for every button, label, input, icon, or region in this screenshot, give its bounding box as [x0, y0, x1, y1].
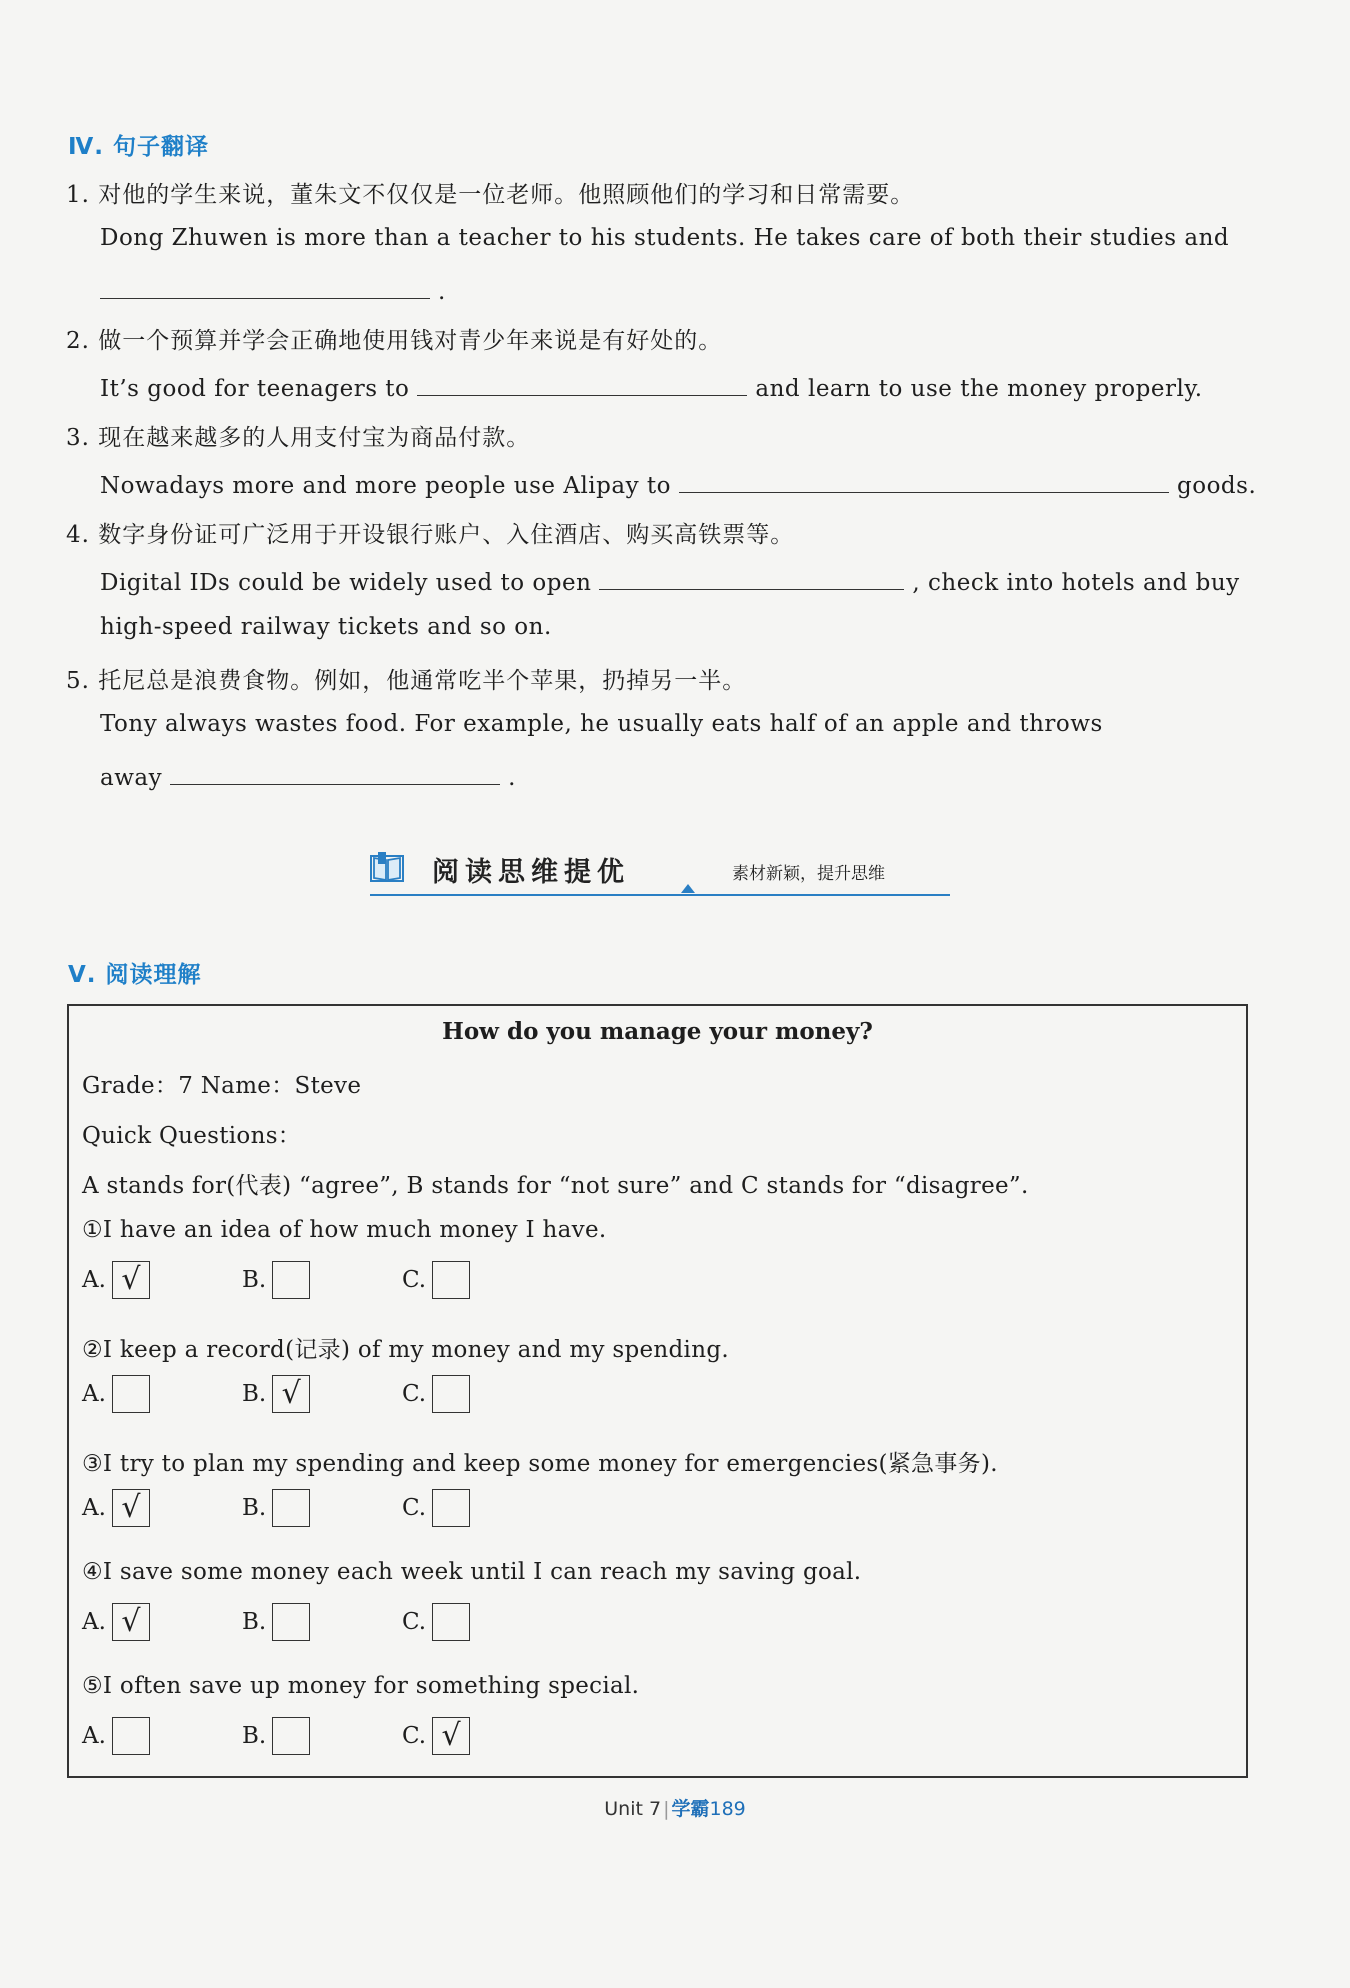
- q2-chinese: 2. 做一个预算并学会正确地使用钱对青少年来说是有好处的。: [66, 328, 723, 354]
- questionnaire-title: How do you manage your money?: [442, 1018, 873, 1045]
- question-1-option-b: [242, 1261, 310, 1299]
- option-label: B.: [242, 1267, 267, 1293]
- banner-title: 阅读思维提优: [432, 857, 630, 888]
- question-5-option-a: [82, 1717, 150, 1755]
- q3-english: Nowadays more and more people use Alipay to goods.: [100, 468, 1256, 499]
- q1-answer-blank[interactable]: [100, 274, 430, 299]
- checked-checkbox[interactable]: √: [272, 1375, 310, 1413]
- option-label: C.: [402, 1723, 427, 1749]
- legend-line: A stands for(代表) “agree”, B stands for “not sure” and C stands for “disagree”.: [82, 1173, 1029, 1199]
- footer-unit: Unit 7: [604, 1798, 662, 1820]
- empty-checkbox[interactable]: [272, 1603, 310, 1641]
- question-2-text: ②I keep a record(记录) of my money and my spending.: [82, 1337, 729, 1363]
- question-2-option-a: [82, 1375, 150, 1413]
- question-5-option-c: [402, 1717, 470, 1755]
- empty-checkbox[interactable]: [272, 1489, 310, 1527]
- empty-checkbox[interactable]: [432, 1489, 470, 1527]
- section-5-heading: Ⅴ. 阅读理解: [68, 962, 202, 988]
- footer-separator: |: [663, 1798, 670, 1820]
- footer-brand: 学霸: [671, 1798, 710, 1820]
- open-book-icon: [370, 852, 404, 884]
- question-2-option-b: [242, 1375, 310, 1413]
- empty-checkbox[interactable]: [432, 1603, 470, 1641]
- q5-answer-blank[interactable]: [170, 760, 500, 785]
- option-label: C.: [402, 1495, 427, 1521]
- q1-english-line2: .: [100, 274, 446, 305]
- option-label: A.: [82, 1495, 106, 1521]
- banner-triangle: [681, 884, 695, 893]
- page-number: 189: [709, 1798, 746, 1820]
- question-5-text: ⑤I often save up money for something special.: [82, 1673, 640, 1699]
- option-label: B.: [242, 1609, 267, 1635]
- checked-checkbox[interactable]: √: [112, 1489, 150, 1527]
- option-label: C.: [402, 1381, 427, 1407]
- checked-checkbox[interactable]: √: [112, 1603, 150, 1641]
- empty-checkbox[interactable]: [112, 1717, 150, 1755]
- question-1-option-c: [402, 1261, 470, 1299]
- section-4-heading: Ⅳ. 句子翻译: [68, 134, 210, 160]
- q4-answer-blank[interactable]: [599, 565, 904, 590]
- question-3-option-c: [402, 1489, 470, 1527]
- q1-english-line1: Dong Zhuwen is more than a teacher to his students. He takes care of both their studies and: [100, 225, 1230, 251]
- question-2-option-c: [402, 1375, 470, 1413]
- q5-english-line2: away .: [100, 760, 516, 791]
- q5-english-line1: Tony always wastes food. For example, he usually eats half of an apple and throws: [100, 711, 1103, 737]
- questionnaire-box: [67, 1004, 1248, 1778]
- banner-subtitle: 素材新颖，提升思维: [732, 864, 885, 884]
- option-label: C.: [402, 1609, 427, 1635]
- option-label: B.: [242, 1495, 267, 1521]
- q3-answer-blank[interactable]: [679, 468, 1169, 493]
- empty-checkbox[interactable]: [432, 1261, 470, 1299]
- quick-questions-label: Quick Questions：: [82, 1123, 302, 1149]
- option-label: A.: [82, 1267, 106, 1293]
- question-4-text: ④I save some money each week until I can reach my saving goal.: [82, 1559, 862, 1585]
- q2-english: It’s good for teenagers to and learn to use the money properly.: [100, 371, 1203, 402]
- question-3-text: ③I try to plan my spending and keep some money for emergencies(紧急事务).: [82, 1451, 998, 1477]
- option-label: A.: [82, 1723, 106, 1749]
- question-4-option-b: [242, 1603, 310, 1641]
- option-label: C.: [402, 1267, 427, 1293]
- q4-english-line1: Digital IDs could be widely used to open , check into hotels and buy: [100, 565, 1240, 596]
- question-4-option-a: [82, 1603, 150, 1641]
- question-1-option-a: [82, 1261, 150, 1299]
- question-1-text: ①I have an idea of how much money I have.: [82, 1217, 607, 1243]
- question-3-option-a: [82, 1489, 150, 1527]
- page-footer: [0, 1794, 1350, 1821]
- checked-checkbox[interactable]: √: [112, 1261, 150, 1299]
- empty-checkbox[interactable]: [432, 1375, 470, 1413]
- empty-checkbox[interactable]: [272, 1261, 310, 1299]
- empty-checkbox[interactable]: [112, 1375, 150, 1413]
- question-3-option-b: [242, 1489, 310, 1527]
- question-5-option-b: [242, 1717, 310, 1755]
- q1-chinese: 1. 对他的学生来说，董朱文不仅仅是一位老师。他照顾他们的学习和日常需要。: [66, 182, 915, 208]
- option-label: A.: [82, 1609, 106, 1635]
- q3-chinese: 3. 现在越来越多的人用支付宝为商品付款。: [66, 425, 531, 451]
- q5-chinese: 5. 托尼总是浪费食物。例如，他通常吃半个苹果，扔掉另一半。: [66, 668, 747, 694]
- checked-checkbox[interactable]: √: [432, 1717, 470, 1755]
- reading-banner: [370, 848, 950, 896]
- option-label: B.: [242, 1381, 267, 1407]
- empty-checkbox[interactable]: [272, 1717, 310, 1755]
- q4-chinese: 4. 数字身份证可广泛用于开设银行账户、入住酒店、购买高铁票等。: [66, 522, 795, 548]
- option-label: B.: [242, 1723, 267, 1749]
- grade-name-line: Grade：7 Name：Steve: [82, 1073, 362, 1099]
- question-4-option-c: [402, 1603, 470, 1641]
- q2-answer-blank[interactable]: [417, 371, 747, 396]
- q4-english-line2: high-speed railway tickets and so on.: [100, 614, 552, 640]
- option-label: A.: [82, 1381, 106, 1407]
